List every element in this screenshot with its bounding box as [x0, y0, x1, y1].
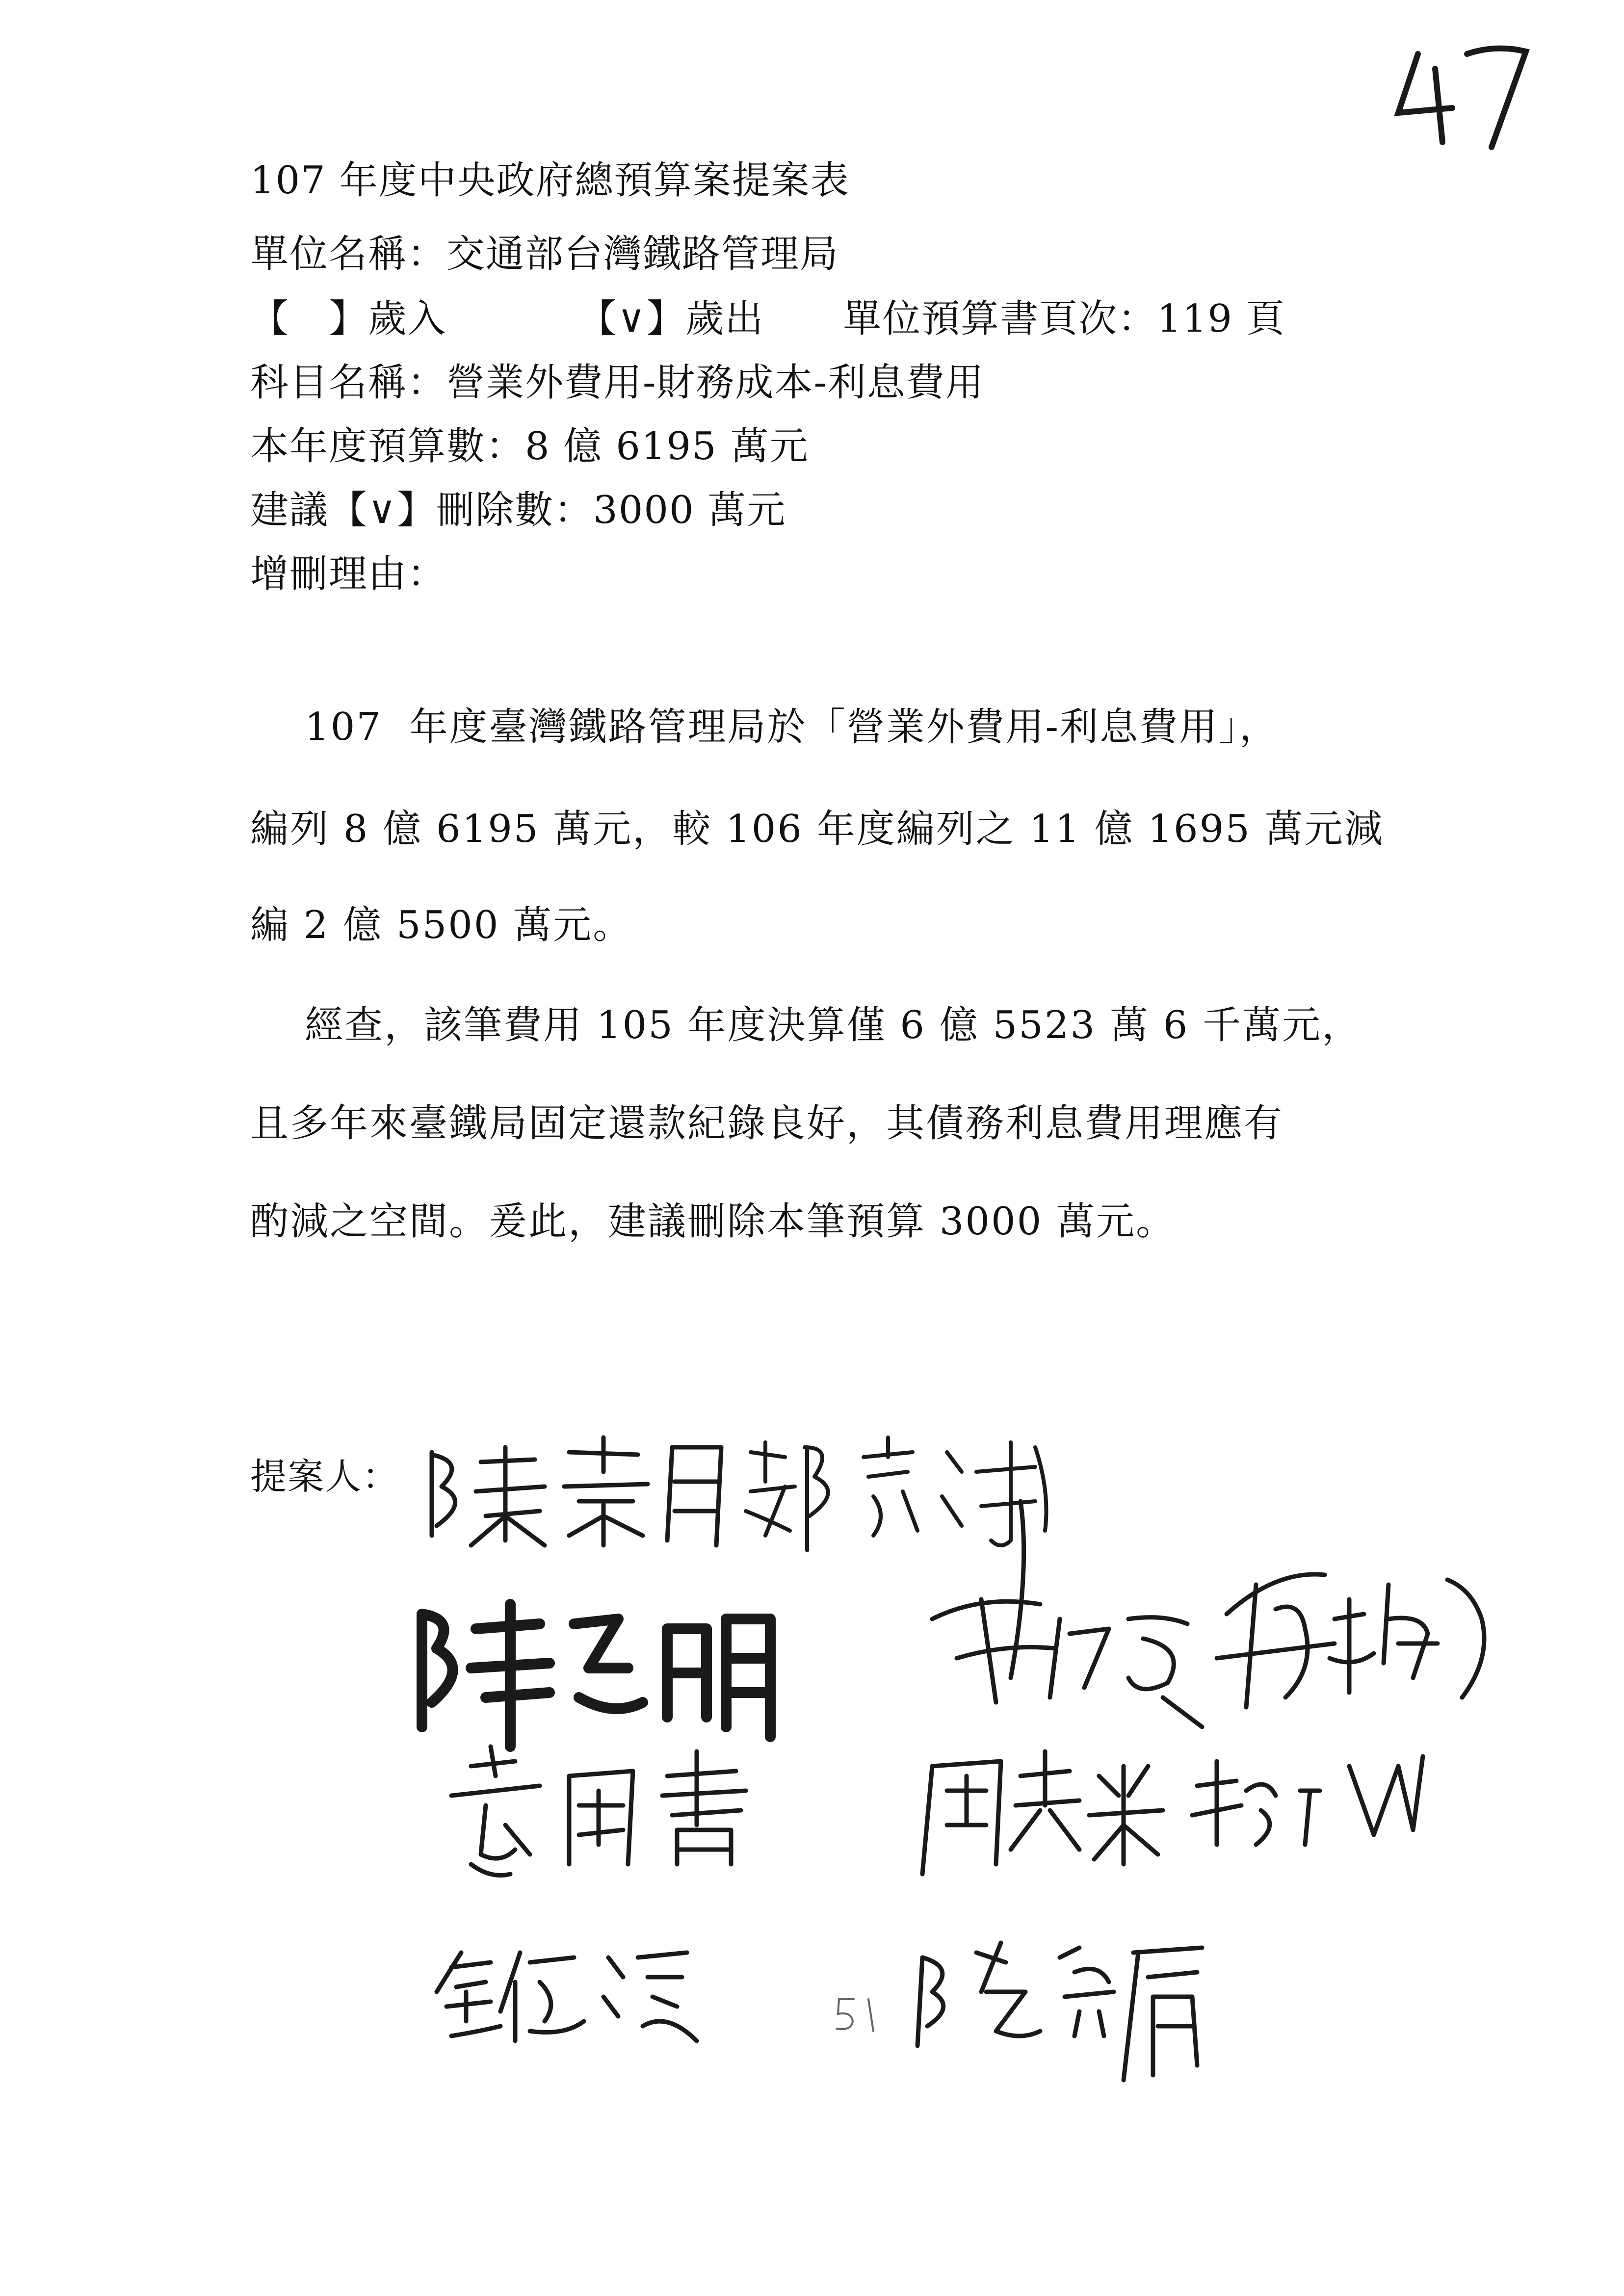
- signature-3: [422, 1604, 770, 1747]
- budget-amount: 本年度預算數：8 億 6195 萬元: [250, 424, 809, 469]
- form-title: 107 年度中央政府總預算案提案表: [250, 158, 850, 203]
- revenue-expense-type: 【 】歲入 【∨】歲出 單位預算書頁次：119 頁: [250, 297, 1285, 341]
- signature-7: [922, 1751, 1163, 1874]
- subject-name: 科目名稱：營業外費用-財務成本-利息費用: [250, 361, 985, 405]
- signature-2: [746, 1437, 1047, 1550]
- paragraph-2-line-3: 酌減之空間。爰此，建議刪除本筆預算 3000 萬元。: [250, 1200, 1176, 1244]
- signature-9: [437, 1953, 697, 2041]
- handwritten-mark: [829, 1992, 888, 2036]
- signature-5: [1217, 1574, 1484, 1707]
- reason-label: 增刪理由：: [250, 552, 447, 596]
- paragraph-1-line-3: 編 2 億 5500 萬元。: [250, 903, 633, 947]
- proposed-deduction: 建議【∨】刪除數：3000 萬元: [250, 488, 786, 532]
- signature-4: [932, 1501, 1202, 1727]
- paragraph-2-line-2: 且多年來臺鐵局固定還款紀錄良好，其債務利息費用理應有: [250, 1101, 1284, 1146]
- paragraph-1-line-1: 107 年度臺灣鐵路管理局於「營業外費用-利息費用」，: [250, 705, 1279, 749]
- signature-1: [432, 1437, 721, 1545]
- paragraph-1-line-2: 編列 8 億 6195 萬元，較 106 年度編列之 11 億 1695 萬元減: [250, 807, 1384, 851]
- page-number-handwritten: [1388, 39, 1536, 152]
- unit-name: 單位名稱：交通部台灣鐵路管理局: [250, 232, 839, 276]
- signature-8: [1192, 1756, 1423, 1845]
- signature-10: [917, 1943, 1202, 2080]
- signature-6: [451, 1747, 746, 1876]
- paragraph-2-line-1: 經查，該筆費用 105 年度決算僅 6 億 5523 萬 6 千萬元，: [250, 1003, 1362, 1047]
- proposer-label: 提案人：: [250, 1456, 399, 1498]
